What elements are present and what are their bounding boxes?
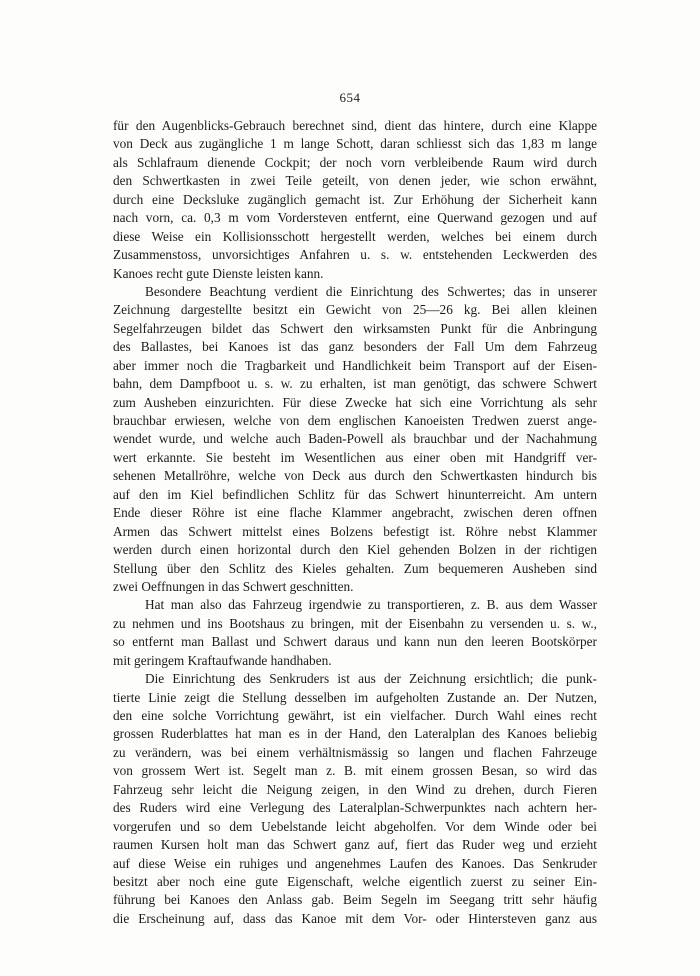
text-line: sehenen Metallröhre, welche von Deck aus durch den Schwertkasten hindurch bis: [113, 468, 597, 484]
text-line: wendet wurde, und welche auch Baden-Powell als brauchbar und der Nachahmung: [113, 431, 597, 447]
body-text: [113, 117, 597, 928]
text-line: Zusammenstoss, unvorsichtiges Anfahren u. s. w. entstehenden Leckwerden des: [113, 247, 597, 263]
text-line: aber immer noch die Tragbarkeit und Handlichkeit beim Transport auf der Eisen-: [113, 357, 597, 373]
text-line: Kanoes recht gute Dienste leisten kann.: [113, 265, 324, 281]
text-line: des Ballastes, bei Kanoes ist das ganz besonders der Fall Um dem Fahrzeug: [113, 339, 597, 355]
text-line: zu verändern, was bei einem verhältnismässig so langen und flachen Fahrzeuge: [113, 744, 597, 760]
text-line: besitzt aber noch eine gute Eigenschaft, welche eigentlich zuerst zu seiner Ein-: [113, 873, 597, 889]
text-line: diese Weise ein Kollisionsschott hergestellt werden, welches bei einem durch: [113, 228, 597, 244]
text-line: Fahrzeug sehr leicht die Neigung zeigen, in den Wind zu drehen, durch Fieren: [113, 781, 597, 797]
text-line: tierte Linie zeigt die Stellung desselben im aufgeholten Zustande an. Der Nutzen,: [113, 689, 597, 705]
text-line: brauchbar erwiesen, welche von dem englischen Kanoeisten Tredwen zuerst ange-: [113, 413, 597, 428]
text-line: zwei Oeffnungen in das Schwert geschnitten.: [113, 578, 354, 594]
text-line: auf diese Weise ein ruhiges und angenehmes Laufen des Kanoes. Das Senkruder: [113, 855, 597, 871]
text-line: so entfernt man Ballast und Schwert daraus und kann nun den leeren Bootskörper: [113, 634, 597, 650]
text-line: grossen Ruderblattes hat man es in der Hand, den Lateralplan des Kanoes beliebig: [113, 726, 597, 742]
text-line: zu nehmen und ins Bootshaus zu bringen, mit der Eisenbahn zu versenden u. s. w.,: [113, 615, 597, 631]
text-line: von Deck aus zugängliche 1 m lange Schott, daran schliesst sich das 1,83 m lange: [113, 136, 597, 152]
page-number: 654: [339, 90, 361, 105]
text-line: des Ruders wird eine Verlegung des Lateralplan-Schwerpunktes nach achtern her-: [113, 800, 597, 816]
text-line: führung bei Kanoes den Anlass gab. Beim Segeln im Seegang tritt sehr häufig: [113, 892, 597, 908]
text-line: Die Einrichtung des Senkruders ist aus der Zeichnung ersichtlich; die punk-: [145, 671, 597, 687]
text-line: Zeichnung dargestellte besitzt ein Gewicht von 25—26 kg. Bei allen kleinen: [113, 302, 597, 318]
text-line: bahn, dem Dampfboot u. s. w. zu erhalten, ist man genötigt, das schwere Schwert: [113, 376, 597, 392]
text-line: Besondere Beachtung verdient die Einrichtung des Schwertes; das in unserer: [145, 283, 597, 299]
text-line: nach vorn, ca. 0,3 m vom Vordersteven entfernt, eine Querwand gezogen und auf: [113, 210, 597, 226]
text-line: vorgerufen und so dem Uebelstande leicht abgeholfen. Vor dem Winde oder bei: [113, 818, 597, 834]
text-line: den eine solche Vorrichtung gewährt, ist ein vielfacher. Durch Wahl eines recht: [113, 708, 597, 723]
text-line: die Erscheinung auf, dass das Kanoe mit dem Vor- oder Hintersteven ganz aus: [113, 910, 597, 926]
text-line: wert erkannte. Sie besteht im Wesentlichen aus einer oben mit Handgriff ver-: [113, 449, 597, 465]
text-line: Ende dieser Röhre ist eine flache Klammer angebracht, zwischen deren offnen: [113, 505, 597, 521]
text-line: den Schwertkasten in zwei Teile geteilt, von denen jeder, wie schon erwähnt,: [113, 173, 597, 189]
text-line: zum Ausheben einzurichten. Für diese Zwecke hat sich eine Vorrichtung als sehr: [113, 394, 597, 410]
text-line: Stellung über den Schlitz des Kieles gehalten. Zum bequemeren Ausheben sind: [113, 560, 597, 576]
text-line: auf den im Kiel befindlichen Schlitz für das Schwert hinunterreicht. Am untern: [113, 486, 597, 502]
text-line: Armen das Schwert mittelst eines Bolzens befestigt ist. Röhre nebst Klammer: [113, 523, 597, 539]
text-line: durch eine Decksluke zugänglich gemacht ist. Zur Erhöhung der Sicherheit kann: [113, 191, 597, 207]
text-line: von grossem Wert ist. Segelt man z. B. mit einem grossen Besan, so wird das: [113, 763, 597, 779]
text-line: Segelfahrzeugen bildet das Schwert den wirksamsten Punkt für die Anbringung: [113, 320, 597, 336]
text-line: raumen Kursen holt man das Schwert ganz auf, fiert das Ruder weg und erzieht: [113, 837, 597, 853]
text-line: für den Augenblicks-Gebrauch berechnet sind, dient das hintere, durch eine Klappe: [113, 118, 597, 133]
text-line: Hat man also das Fahrzeug irgendwie zu transportieren, z. B. aus dem Wasser: [145, 597, 597, 613]
text-line: als Schlafraum dienende Cockpit; der noch vorn verbleibende Raum wird durch: [113, 154, 597, 170]
text-line: werden durch einen horizontal durch den Kiel gehenden Bolzen in der richtigen: [113, 542, 597, 558]
text-line: mit geringem Kraftaufwande handhaben.: [113, 652, 332, 668]
